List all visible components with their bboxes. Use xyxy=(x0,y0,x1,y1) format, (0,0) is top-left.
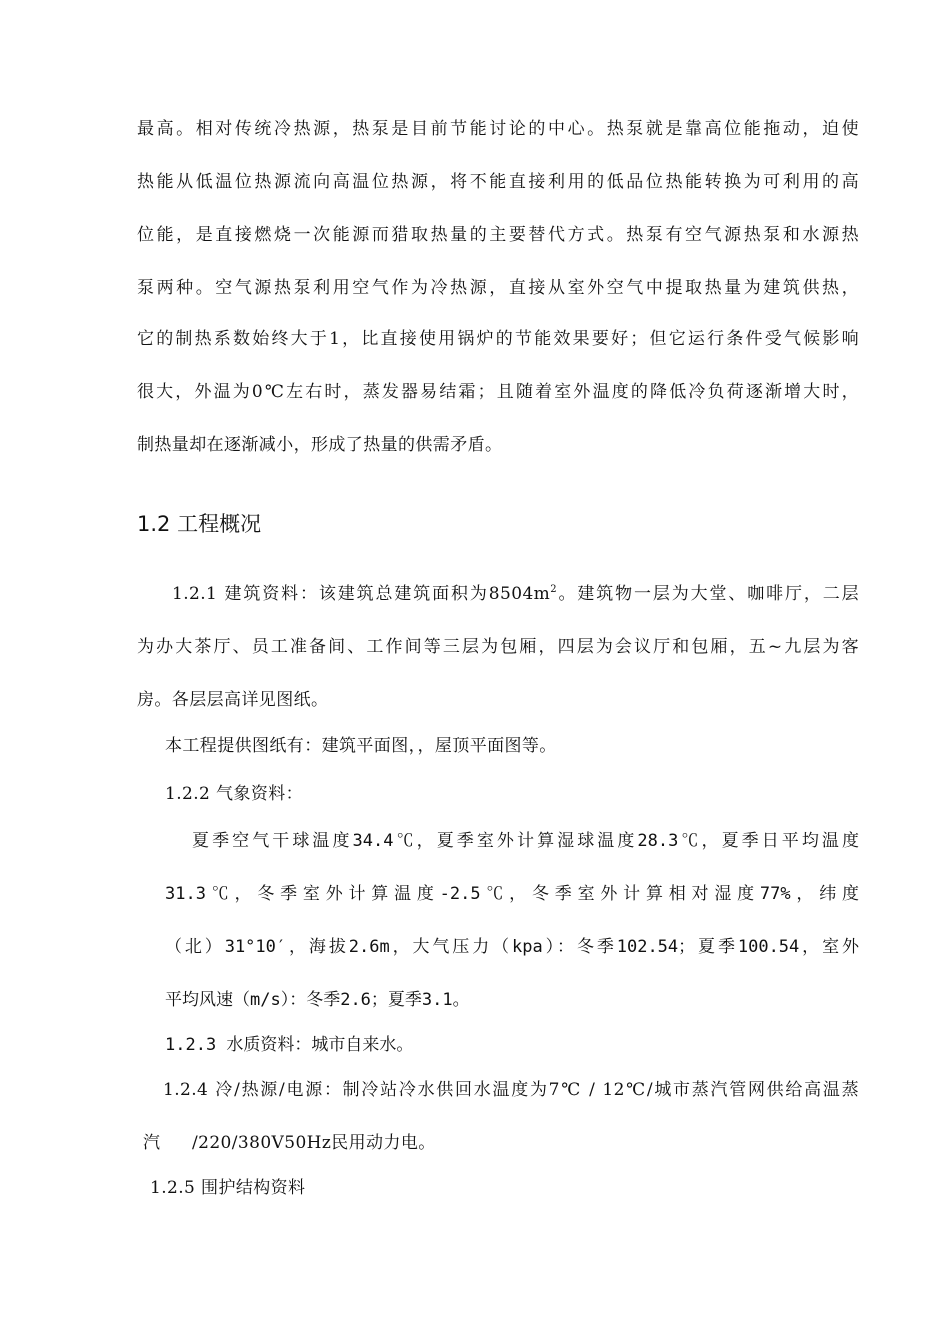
power-info-line-1: 1.2.4 冷/热源/电源：制冷站冷水供回水温度为7℃ / 12℃/城市蒸汽管网供给高温蒸 xyxy=(163,1080,859,1100)
intro-line-5: 它的制热系数始终大于1，比直接使用锅炉的节能效果要好；但它运行条件受气候影响 xyxy=(137,329,859,349)
building-info-line-1 xyxy=(172,582,859,606)
weather-line-2: 31.3℃，冬季室外计算温度-2.5℃，冬季室外计算相对湿度77%，纬度 xyxy=(165,884,859,904)
building-info-text-b: 。建筑物一层为大堂、咖啡厅，二层 xyxy=(556,584,859,604)
water-info: 1.2.3 水质资料：城市自来水。 xyxy=(165,1035,414,1055)
power-info-line-2b: /220/380V50Hz民用动力电。 xyxy=(192,1133,436,1153)
drawings-info: 本工程提供图纸有：建筑平面图，，屋顶平面图等。 xyxy=(165,736,557,756)
power-info-line-2a: 汽 xyxy=(143,1133,161,1153)
intro-line-3: 位能，是直接燃烧一次能源而猎取热量的主要替代方式。热泵有空气源热泵和水源热 xyxy=(137,225,859,245)
section-heading: 1.2 工程概况 xyxy=(137,512,262,536)
area-unit-superscript: 2 xyxy=(550,584,557,595)
building-info-line-3: 房。各层层高详见图纸。 xyxy=(137,690,329,710)
weather-line-3: （北）31°10′，海拔2.6m，大气压力（kpa）：冬季102.54；夏季100.54，室外 xyxy=(165,937,859,957)
building-info-line-2: 为办大茶厅、员工准备间、工作间等三层为包厢，四层为会议厅和包厢，五~九层为客 xyxy=(137,637,859,657)
intro-line-4: 泵两种。空气源热泵利用空气作为冷热源，直接从室外空气中提取热量为建筑供热， xyxy=(137,278,859,298)
weather-line-1: 夏季空气干球温度34.4℃，夏季室外计算湿球温度28.3℃，夏季日平均温度 xyxy=(192,831,859,851)
intro-line-6: 很大，外温为0℃左右时，蒸发器易结霜；且随着室外温度的降低冷负荷逐渐增大时， xyxy=(137,382,859,402)
building-info-text-a: 1.2.1 建筑资料：该建筑总建筑面积为8504m xyxy=(172,584,551,604)
intro-line-2: 热能从低温位热源流向高温位热源，将不能直接利用的低品位热能转换为可利用的高 xyxy=(137,172,859,192)
intro-line-7: 制热量却在逐渐减小，形成了热量的供需矛盾。 xyxy=(137,435,503,455)
intro-line-1: 最高。相对传统冷热源，热泵是目前节能讨论的中心。热泵就是靠高位能拖动，迫使 xyxy=(137,119,859,139)
envelope-heading: 1.2.5 围护结构资料 xyxy=(150,1178,306,1198)
weather-heading: 1.2.2 气象资料： xyxy=(165,784,304,804)
weather-line-4: 平均风速（m/s）：冬季2.6；夏季3.1。 xyxy=(165,990,470,1010)
